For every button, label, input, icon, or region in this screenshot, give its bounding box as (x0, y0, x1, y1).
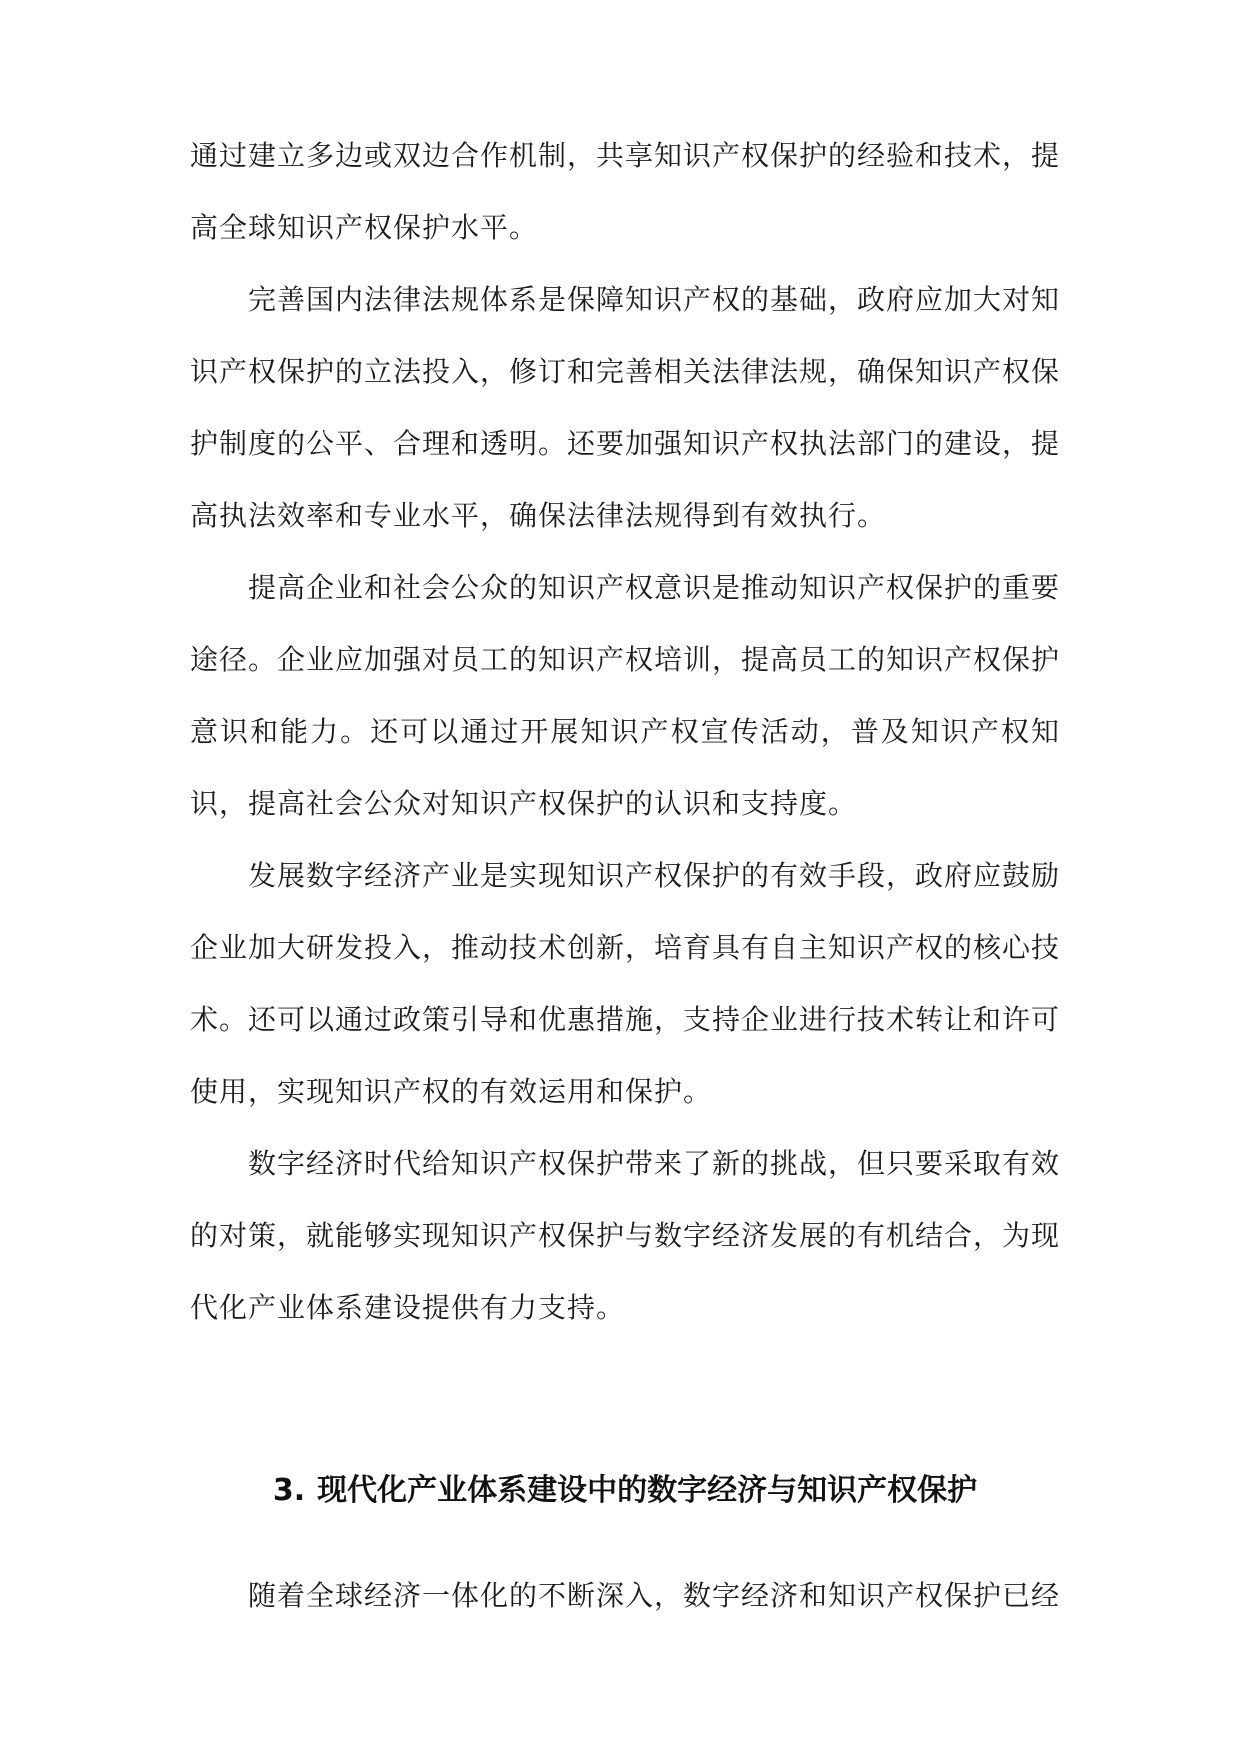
body-text-conclusion (190, 1128, 1060, 1344)
body-text-legal (190, 264, 1060, 552)
paragraph-section-intro: 随着全球经济一体化的不断深入，数字经济和知识产权保护已经 (248, 1579, 1061, 1612)
section-title: 现代化产业体系建设中的数字经济与知识产权保护 (317, 1473, 978, 1508)
paragraph-legal-system: 完善国内法律法规体系是保障知识产权的基础，政府应加大对知识产权保护的立法投入，修订和完善相关法律法规，确保知识产权保护制度的公平、合理和透明。还要加强知识产权执法部门的建设，提高执法效率和专业水平，确保法律法规得到有效执行。 (190, 283, 1061, 532)
body-text-section (190, 1560, 1060, 1632)
paragraph-continuation: 通过建立多边或双边合作机制，共享知识产权保护的经验和技术，提高全球知识产权保护水平。 (190, 139, 1061, 244)
body-text-awareness (190, 552, 1060, 840)
paragraph-conclusion: 数字经济时代给知识产权保护带来了新的挑战，但只要采取有效的对策，就能够实现知识产权保护与数字经济发展的有机结合，为现代化产业体系建设提供有力支持。 (190, 1147, 1061, 1324)
section-number: 3. (272, 1473, 306, 1508)
section-heading (190, 1455, 1060, 1527)
paragraph-digital-industry: 发展数字经济产业是实现知识产权保护的有效手段，政府应鼓励企业加大研发投入，推动技术创新，培育具有自主知识产权的核心技术。还可以通过政策引导和优惠措施，支持企业进行技术转让和许可使用，实现知识产权的有效运用和保护。 (190, 859, 1061, 1108)
body-text-digital (190, 840, 1060, 1128)
body-text (190, 120, 1060, 264)
paragraph-awareness: 提高企业和社会公众的知识产权意识是推动知识产权保护的重要途径。企业应加强对员工的知识产权培训，提高员工的知识产权保护意识和能力。还可以通过开展知识产权宣传活动，普及知识产权知识，提高社会公众对知识产权保护的认识和支持度。 (190, 571, 1061, 820)
